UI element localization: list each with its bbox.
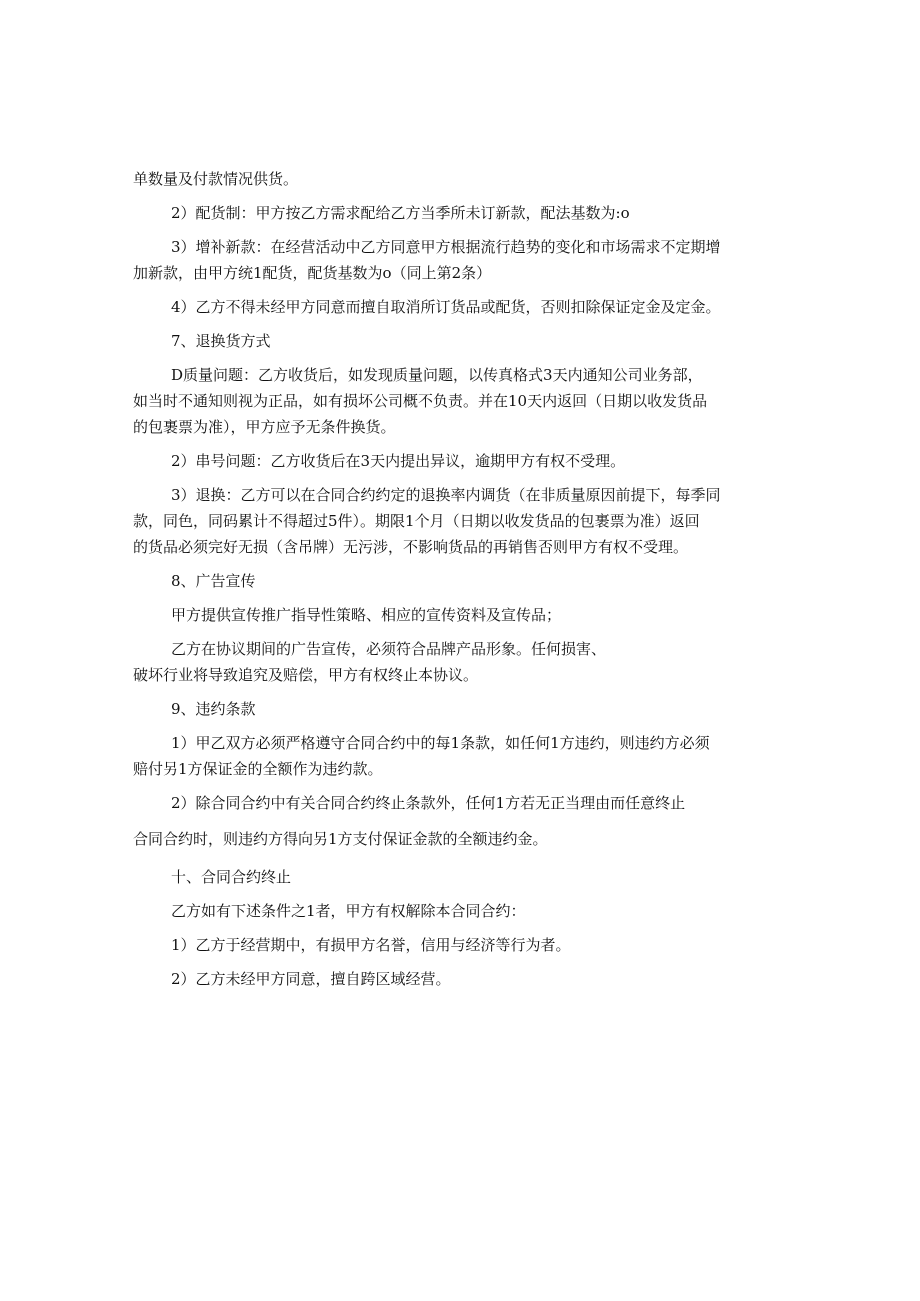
text-line: 如当时不通知则视为正品，如有损坏公司概不负责。并在10天内返回（日期以收发货品: [133, 392, 708, 410]
section-heading: 8、广告宣传: [171, 572, 256, 590]
text-line: 3）退换：乙方可以在合同合约约定的退换率内调货（在非质量原因前提下，每季同: [171, 486, 721, 504]
text-line: 乙方在协议期间的广告宣传，必须符合品牌产品形象。任何损害、: [171, 640, 607, 658]
text-line: 2）配货制：甲方按乙方需求配给乙方当季所未订新款，配法基数为:o: [171, 204, 630, 222]
section-heading: 十、合同合约终止: [171, 868, 292, 886]
text-line: 甲方提供宣传推广指导性策略、相应的宣传资料及宣传品；: [171, 606, 562, 624]
section-heading: 9、违约条款: [171, 700, 256, 718]
text-line: 赔付另1方保证金的全额作为违约款。: [133, 760, 383, 778]
text-line: 3）增补新款：在经营活动中乙方同意甲方根据流行趋势的变化和市场需求不定期增: [171, 238, 721, 256]
text-line: 2）除合同合约中有关合同合约终止条款外，任何1方若无正当理由而任意终止: [171, 794, 686, 812]
text-line: 加新款，由甲方统1配货，配货基数为o（同上第2条）: [133, 264, 492, 282]
text-line: 2）乙方未经甲方同意，擅自跨区域经营。: [171, 970, 451, 988]
text-line: 2）串号问题：乙方收货后在3天内提出异议，逾期甲方有权不受理。: [171, 452, 626, 470]
text-line: 款，同色，同码累计不得超过5件）。期限1个月（日期以收发货品的包裹票为准）返回: [133, 512, 700, 530]
document-body: [133, 166, 793, 1000]
text-line: 1）乙方于经营期中，有损甲方名誉，信用与经济等行为者。: [171, 936, 571, 954]
text-line: 1）甲乙双方必须严格遵守合同合约中的每1条款，如任何1方违约，则违约方必须: [171, 734, 710, 752]
text-line: 破坏行业将导致追究及赔偿，甲方有权终止本协议。: [133, 666, 479, 684]
text-line: 合同合约时，则违约方得向另1方支付保证金款的全额违约金。: [133, 830, 548, 848]
text-line: 4）乙方不得未经甲方同意而擅自取消所订货品或配货，否则扣除保证定金及定金。: [171, 298, 721, 316]
text-line: 乙方如有下述条件之1者，甲方有权解除本合同合约：: [171, 902, 526, 920]
section-heading: 7、退换货方式: [171, 332, 271, 350]
text-line: 的货品必须完好无损（含吊牌）无污涉，不影响货品的再销售否则甲方有权不受理。: [133, 538, 689, 556]
text-line: D质量问题：乙方收货后，如发现质量问题，以传真格式3天内通知公司业务部，: [171, 366, 703, 384]
text-line: 单数量及付款情况供货。: [133, 170, 299, 188]
text-line: 的包裹票为准），甲方应予无条件换货。: [133, 418, 396, 436]
